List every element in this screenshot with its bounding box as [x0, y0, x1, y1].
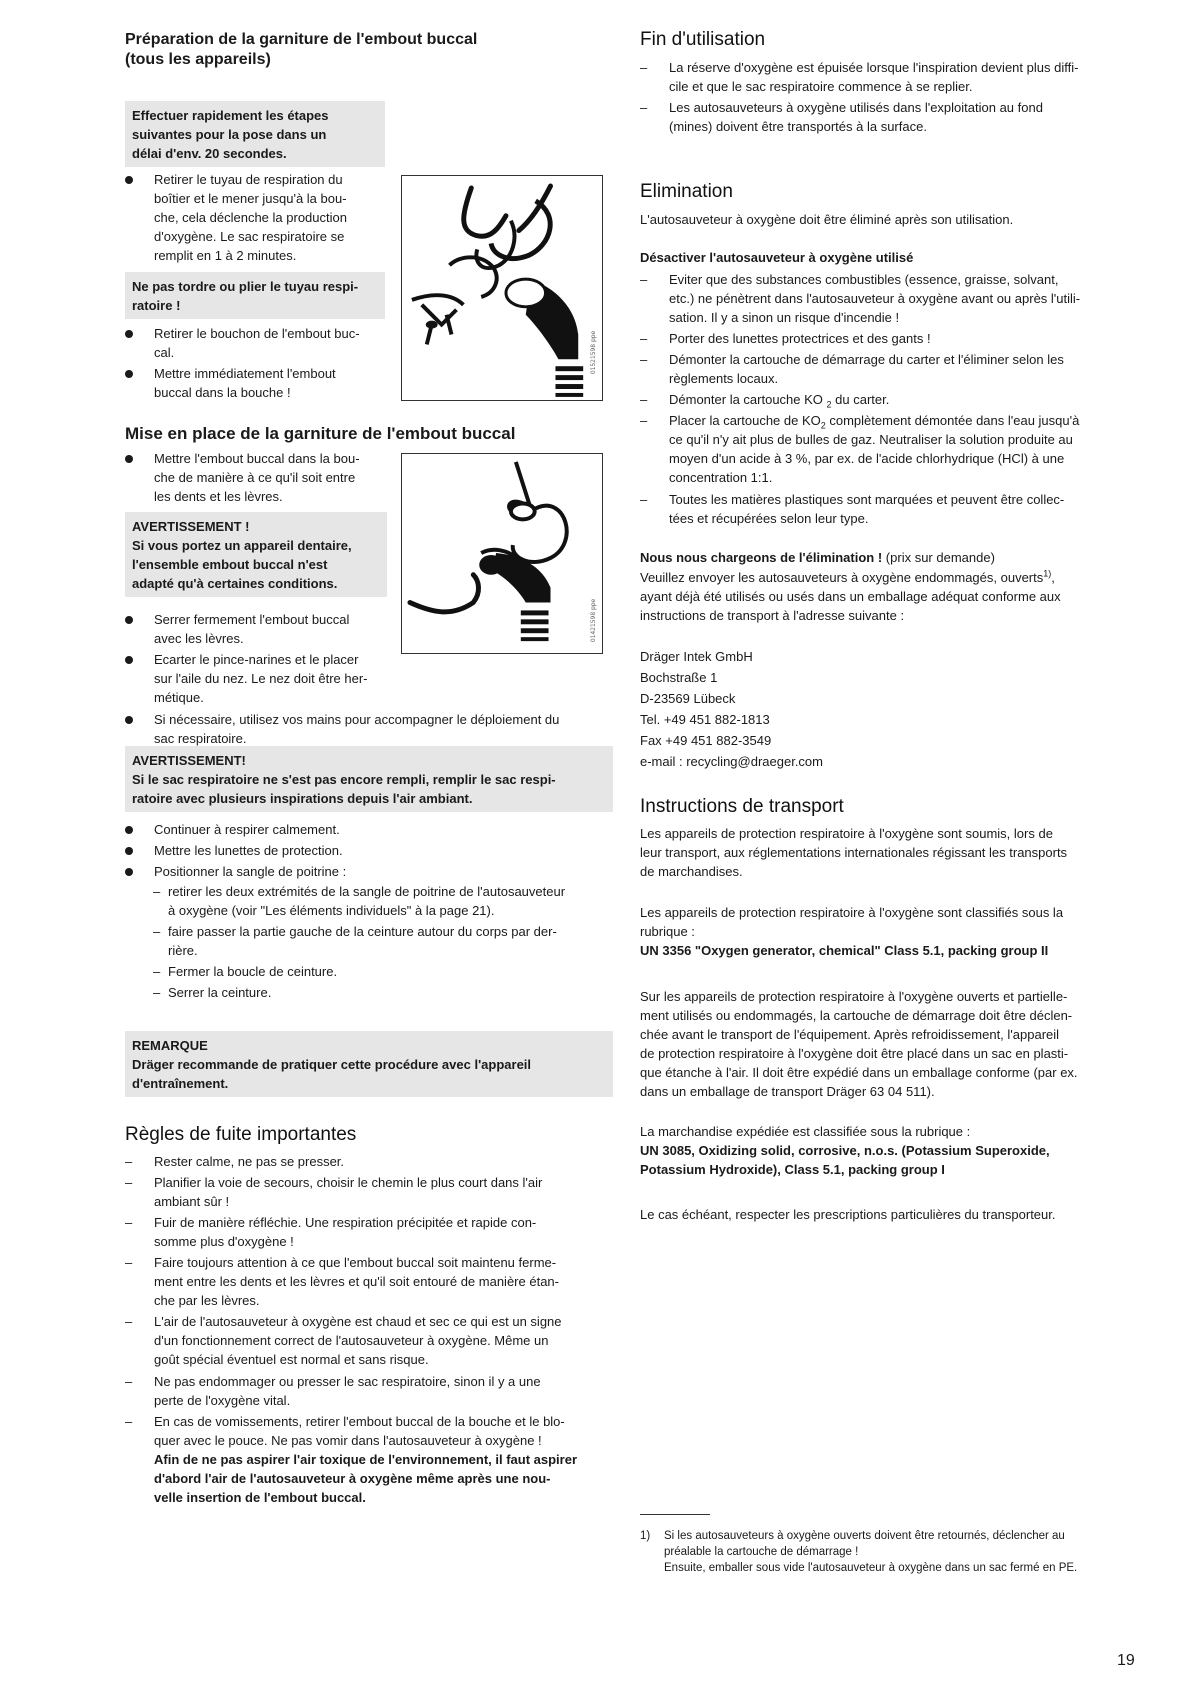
text-part: du carter. [835, 392, 890, 407]
text-line: Les appareils de protection respiratoire à l'oxygène sont soumis, lors de [640, 826, 1053, 841]
warning-title: AVERTISSEMENT! [132, 753, 246, 768]
end-of-use-title: Fin d'utilisation [640, 29, 766, 50]
mouthpiece-figure-2 [401, 453, 603, 654]
box-line: délai d'env. 20 secondes. [132, 146, 287, 161]
prep-instruction-box [125, 101, 385, 167]
escape-rule [125, 1253, 625, 1310]
text-line: Mettre l'embout buccal dans la bou- [154, 451, 360, 466]
text-part-bold: Nous nous chargeons de l'élimination ! [640, 550, 883, 565]
end-of-use-item [640, 98, 1136, 136]
end-of-use-item [640, 58, 1136, 96]
un-classification: Potassium Hydroxide), Class 5.1, packing group I [640, 1162, 945, 1177]
text-line: métique. [154, 690, 204, 705]
text-line: somme plus d'oxygène ! [154, 1234, 294, 1249]
continue-step-1: Continuer à respirer calmement. [125, 820, 605, 839]
page-number: 19 [1117, 1652, 1135, 1669]
chest-strap-substep-4: – Serrer la ceinture. [153, 983, 623, 1002]
dental-warning-box [125, 512, 387, 597]
un-classification: UN 3356 "Oxygen generator, chemical" Class 5.1, packing group II [640, 943, 1049, 958]
disposal-instructions [640, 568, 1136, 625]
text-line: (mines) doivent être transportés à la surface. [669, 119, 927, 134]
text-line: – La réserve d'oxygène est épuisée lorsque l'inspiration devient plus diffi- [669, 60, 1079, 75]
text-part: complètement démontée dans l'eau jusqu'à [825, 413, 1080, 428]
address-line: Tel. +49 451 882-1813 [640, 712, 770, 727]
transport-paragraph-3 [640, 987, 1136, 1101]
text-line: – Planifier la voie de secours, choisir le chemin le plus court dans l'air [154, 1175, 543, 1190]
text-line: – Faire toujours attention à ce que l'embout buccal soit maintenu ferme- [154, 1255, 557, 1270]
text-line: d'oxygène. Le sac respiratoire se [154, 229, 345, 244]
text-line: – Fuir de manière réfléchie. Une respiration précipitée et rapide con- [154, 1215, 537, 1230]
text-line: goût spécial éventuel est normal et sans risque. [154, 1352, 429, 1367]
text-line: de marchandises. [640, 864, 743, 879]
text-line: Mettre immédiatement l'embout [154, 366, 336, 381]
escape-rule [125, 1152, 625, 1171]
remark-title: REMARQUE [132, 1038, 208, 1053]
text-line-bold: velle insertion de l'embout buccal. [154, 1490, 366, 1505]
box-line: Ne pas tordre ou plier le tuyau respi- [132, 279, 359, 294]
text-line: Retirer le bouchon de l'embout buc- [154, 326, 360, 341]
text-line: ce qu'il n'y ait plus de bulles de gaz. Neutraliser la solution produite au [669, 432, 1073, 447]
text-line: cal. [154, 345, 175, 360]
text-line: – Rester calme, ne pas se presser. [154, 1154, 345, 1169]
text-line: Serrer fermement l'embout buccal [154, 612, 350, 627]
footnote-separator [640, 1514, 710, 1515]
transport-paragraph-1 [640, 824, 1136, 881]
text-line: règlements locaux. [669, 371, 779, 386]
mouthpiece-removal-illustration [402, 176, 602, 400]
text-line: – En cas de vomissements, retirer l'embout buccal de la bouche et le blo- [154, 1414, 565, 1429]
mouthpiece-figure-1 [401, 175, 603, 401]
box-line: Effectuer rapidement les étapes [132, 108, 329, 123]
mise-step-3 [125, 650, 395, 707]
text-line: chée avant le transport de l'équipement. Après refroidissement, l'appareil [640, 1027, 1060, 1042]
box-line: suivantes pour la pose dans un [132, 127, 327, 142]
text-line: – faire passer la partie gauche de la ceinture autour du corps par der- [168, 924, 557, 939]
transport-title: Instructions de transport [640, 796, 844, 817]
prep-step-3 [125, 364, 385, 402]
box-line: Dräger recommande de pratiquer cette procédure avec l'appareil [132, 1057, 532, 1072]
disposal-offer [640, 548, 1136, 567]
footnote-text [640, 1528, 1140, 1576]
text-line-bold: d'abord l'air de l'autosauveteur à oxygène même après une nou- [154, 1471, 551, 1486]
email-link[interactable]: e-mail : recycling@draeger.com [640, 754, 823, 769]
no-twist-warning-box [125, 272, 385, 319]
remark-box [125, 1031, 613, 1097]
continue-step-3: Positionner la sangle de poitrine : [125, 862, 605, 881]
escape-rule [125, 1372, 625, 1410]
deactivate-item [640, 390, 1136, 409]
text-line: Retirer le tuyau de respiration du [154, 172, 343, 187]
prep-title-line2: (tous les appareils) [125, 51, 271, 68]
text-line: à oxygène (voir "Les éléments individuels" à la page 21). [168, 903, 495, 918]
address-line: Dräger Intek GmbH [640, 649, 753, 664]
text-line: perte de l'oxygène vital. [154, 1393, 291, 1408]
continue-step-2: Mettre les lunettes de protection. [125, 841, 605, 860]
text-part: Veuillez envoyer les autosauveteurs à oxygène endommagés, ouverts [640, 570, 1044, 585]
text-line: sac respiratoire. [154, 731, 247, 746]
prep-step-1 [125, 170, 385, 265]
text-line: ayant déjà été utilisés ou usés dans un emballage adéquat conforme aux [640, 589, 1061, 604]
chest-strap-substep-1 [153, 882, 623, 920]
text-line: remplit en 1 à 2 minutes. [154, 248, 297, 263]
text-line: – Les autosauveteurs à oxygène utilisés dans l'exploitation au fond [669, 100, 1043, 115]
text-line: leur transport, aux réglementations internationales régissant les transports [640, 845, 1068, 860]
text-line: Si les autosauveteurs à oxygène ouverts doivent être retournés, déclencher au [664, 1530, 1065, 1542]
elimination-title: Elimination [640, 181, 733, 202]
deactivate-item [640, 411, 1136, 487]
text-line: cile et que le sac respiratoire commence à se replier. [669, 79, 973, 94]
text-line: Les appareils de protection respiratoire à l'oxygène sont classifiés sous la [640, 905, 1064, 920]
box-line: Si vous portez un appareil dentaire, [132, 538, 352, 553]
footnote-number: 1) [640, 1530, 651, 1542]
figure-code: 01421598 ppe [590, 598, 598, 643]
mouthpiece-placement-illustration [402, 454, 602, 653]
text-line: tées et récupérées selon leur type. [669, 511, 869, 526]
text-part: (prix sur demande) [882, 550, 995, 565]
text-line: – Eviter que des substances combustibles (essence, graisse, solvant, [669, 272, 1059, 287]
subscript: 2 [826, 399, 832, 410]
deactivate-title: Désactiver l'autosauveteur à oxygène utilisé [640, 250, 914, 265]
elimination-text: L'autosauveteur à oxygène doit être éliminé après son utilisation. [640, 212, 1014, 227]
box-line: Si le sac respiratoire ne s'est pas encore rempli, remplir le sac respi- [132, 772, 556, 787]
text-line: Ensuite, emballer sous vide l'autosauveteur à oxygène dans un sac fermé en PE. [664, 1562, 1078, 1574]
text-part: Placer la cartouche de KO [669, 413, 821, 428]
box-line: d'entraînement. [132, 1076, 229, 1091]
transport-paragraph-5: Le cas échéant, respecter les prescriptions particulières du transporteur. [640, 1207, 1056, 1222]
subscript: 2 [820, 420, 826, 431]
text-line: Si nécessaire, utilisez vos mains pour accompagner le déploiement du [154, 712, 560, 727]
text-line: sation. Il y a sinon un risque d'incendie ! [669, 310, 900, 325]
text-line: moyen d'un acide à 3 %, par ex. de l'acide chlorhydrique (HCl) à une [669, 451, 1065, 466]
text-part: Démonter la cartouche KO [669, 392, 823, 407]
text-line: boîtier et le mener jusqu'à la bou- [154, 191, 347, 206]
text-line: Sur les appareils de protection respiratoire à l'oxygène ouverts et partielle- [640, 989, 1068, 1004]
mise-step-4 [125, 710, 625, 748]
prep-step-2 [125, 324, 385, 362]
text-line: La marchandise expédiée est classifiée sous la rubrique : [640, 1124, 971, 1139]
text-line: rière. [168, 943, 198, 958]
address-line: D-23569 Lübeck [640, 691, 736, 706]
address-line: Bochstraße 1 [640, 670, 718, 685]
box-line: l'ensemble embout buccal n'est [132, 557, 328, 572]
prep-title [125, 30, 477, 70]
escape-rule [125, 1412, 625, 1507]
text-line: – Démonter la cartouche de démarrage du carter et l'éliminer selon les [669, 352, 1064, 367]
box-line: ratoire avec plusieurs inspirations depuis l'air ambiant. [132, 791, 473, 806]
text-line: etc.) ne pénètrent dans l'autosauveteur à oxygène avant ou après l'utili- [669, 291, 1081, 306]
deactivate-item [640, 270, 1136, 327]
text-line [640, 568, 1136, 587]
text-line: rubrique : [640, 924, 695, 939]
box-line: ratoire ! [132, 298, 181, 313]
warning-title: AVERTISSEMENT ! [132, 519, 250, 534]
text-line: de protection respiratoire à l'oxygène doit être placé dans un sac en plasti- [640, 1046, 1069, 1061]
text-line: che de manière à ce qu'il soit entre [154, 470, 356, 485]
footnote [640, 1528, 1140, 1576]
text-line: – Toutes les matières plastiques sont marquées et peuvent être collec- [669, 492, 1065, 507]
text-line [669, 411, 1136, 430]
text-line: che par les lèvres. [154, 1293, 260, 1308]
text-line: quer avec le pouce. Ne pas vomir dans l'autosauveteur à oxygène ! [154, 1433, 542, 1448]
mise-step-2 [125, 610, 385, 648]
text-line: dans un emballage de transport Dräger 63 04 511). [640, 1084, 935, 1099]
chest-strap-substep-3: – Fermer la boucle de ceinture. [153, 962, 623, 981]
deactivate-item [640, 329, 1136, 348]
figure-code: 01521598 ppe [590, 330, 598, 375]
text-line: che, cela déclenche la production [154, 210, 347, 225]
text-line: ment utilisés ou endommagés, la cartouche de démarrage doit être déclen- [640, 1008, 1073, 1023]
text-line: ambiant sûr ! [154, 1194, 230, 1209]
text-line: – Porter des lunettes protectrices et des gants ! [669, 331, 931, 346]
transport-paragraph-2 [640, 903, 1136, 960]
un-classification: UN 3085, Oxidizing solid, corrosive, n.o.s. (Potassium Superoxide, [640, 1143, 1050, 1158]
text-line: instructions de transport à l'adresse suivante : [640, 608, 905, 623]
text-line: sur l'aile du nez. Le nez doit être her- [154, 671, 368, 686]
text-line: – L'air de l'autosauveteur à oxygène est chaud et sec ce qui est un signe [154, 1314, 562, 1329]
escape-rules-title: Règles de fuite importantes [125, 1124, 357, 1145]
text-line: les dents et les lèvres. [154, 489, 283, 504]
text-line: Ecarter le pince-narines et le placer [154, 652, 359, 667]
text-line: – Ne pas endommager ou presser le sac respiratoire, sinon il y a une [154, 1374, 541, 1389]
text-line: d'un fonctionnement correct de l'autosauveteur à oxygène. Même un [154, 1333, 549, 1348]
deactivate-item [640, 490, 1136, 528]
text-line: avec les lèvres. [154, 631, 244, 646]
text-line: concentration 1:1. [669, 470, 773, 485]
footnote-ref: 1) [1043, 568, 1052, 579]
bag-fill-warning-box [125, 746, 613, 812]
text-line: buccal dans la bouche ! [154, 385, 291, 400]
escape-rule [125, 1213, 625, 1251]
mise-title: Mise en place de la garniture de l'embout buccal [125, 424, 516, 443]
text-line-bold: Afin de ne pas aspirer l'air toxique de l'environnement, il faut aspirer [154, 1452, 578, 1467]
deactivate-item [640, 350, 1136, 388]
text-line: que étanche à l'air. Il doit être expédié dans un emballage conforme (par ex. [640, 1065, 1078, 1080]
prep-title-line1: Préparation de la garniture de l'embout buccal [125, 31, 478, 48]
box-line: adapté qu'à certaines conditions. [132, 576, 338, 591]
address-line: Fax +49 451 882-3549 [640, 733, 772, 748]
text-line: préalable la cartouche de démarrage ! [664, 1546, 859, 1558]
chest-strap-substep-2 [153, 922, 623, 960]
text-part: , [1051, 570, 1055, 585]
text-line: ment entre les dents et les lèvres et qu'il soit entouré de manière étan- [154, 1274, 559, 1289]
mise-step-1 [125, 449, 385, 506]
escape-rule [125, 1312, 625, 1369]
escape-rule [125, 1173, 625, 1211]
transport-paragraph-4 [640, 1122, 1136, 1179]
address-block [640, 646, 940, 772]
text-line: – retirer les deux extrémités de la sangle de poitrine de l'autosauveteur [168, 884, 566, 899]
